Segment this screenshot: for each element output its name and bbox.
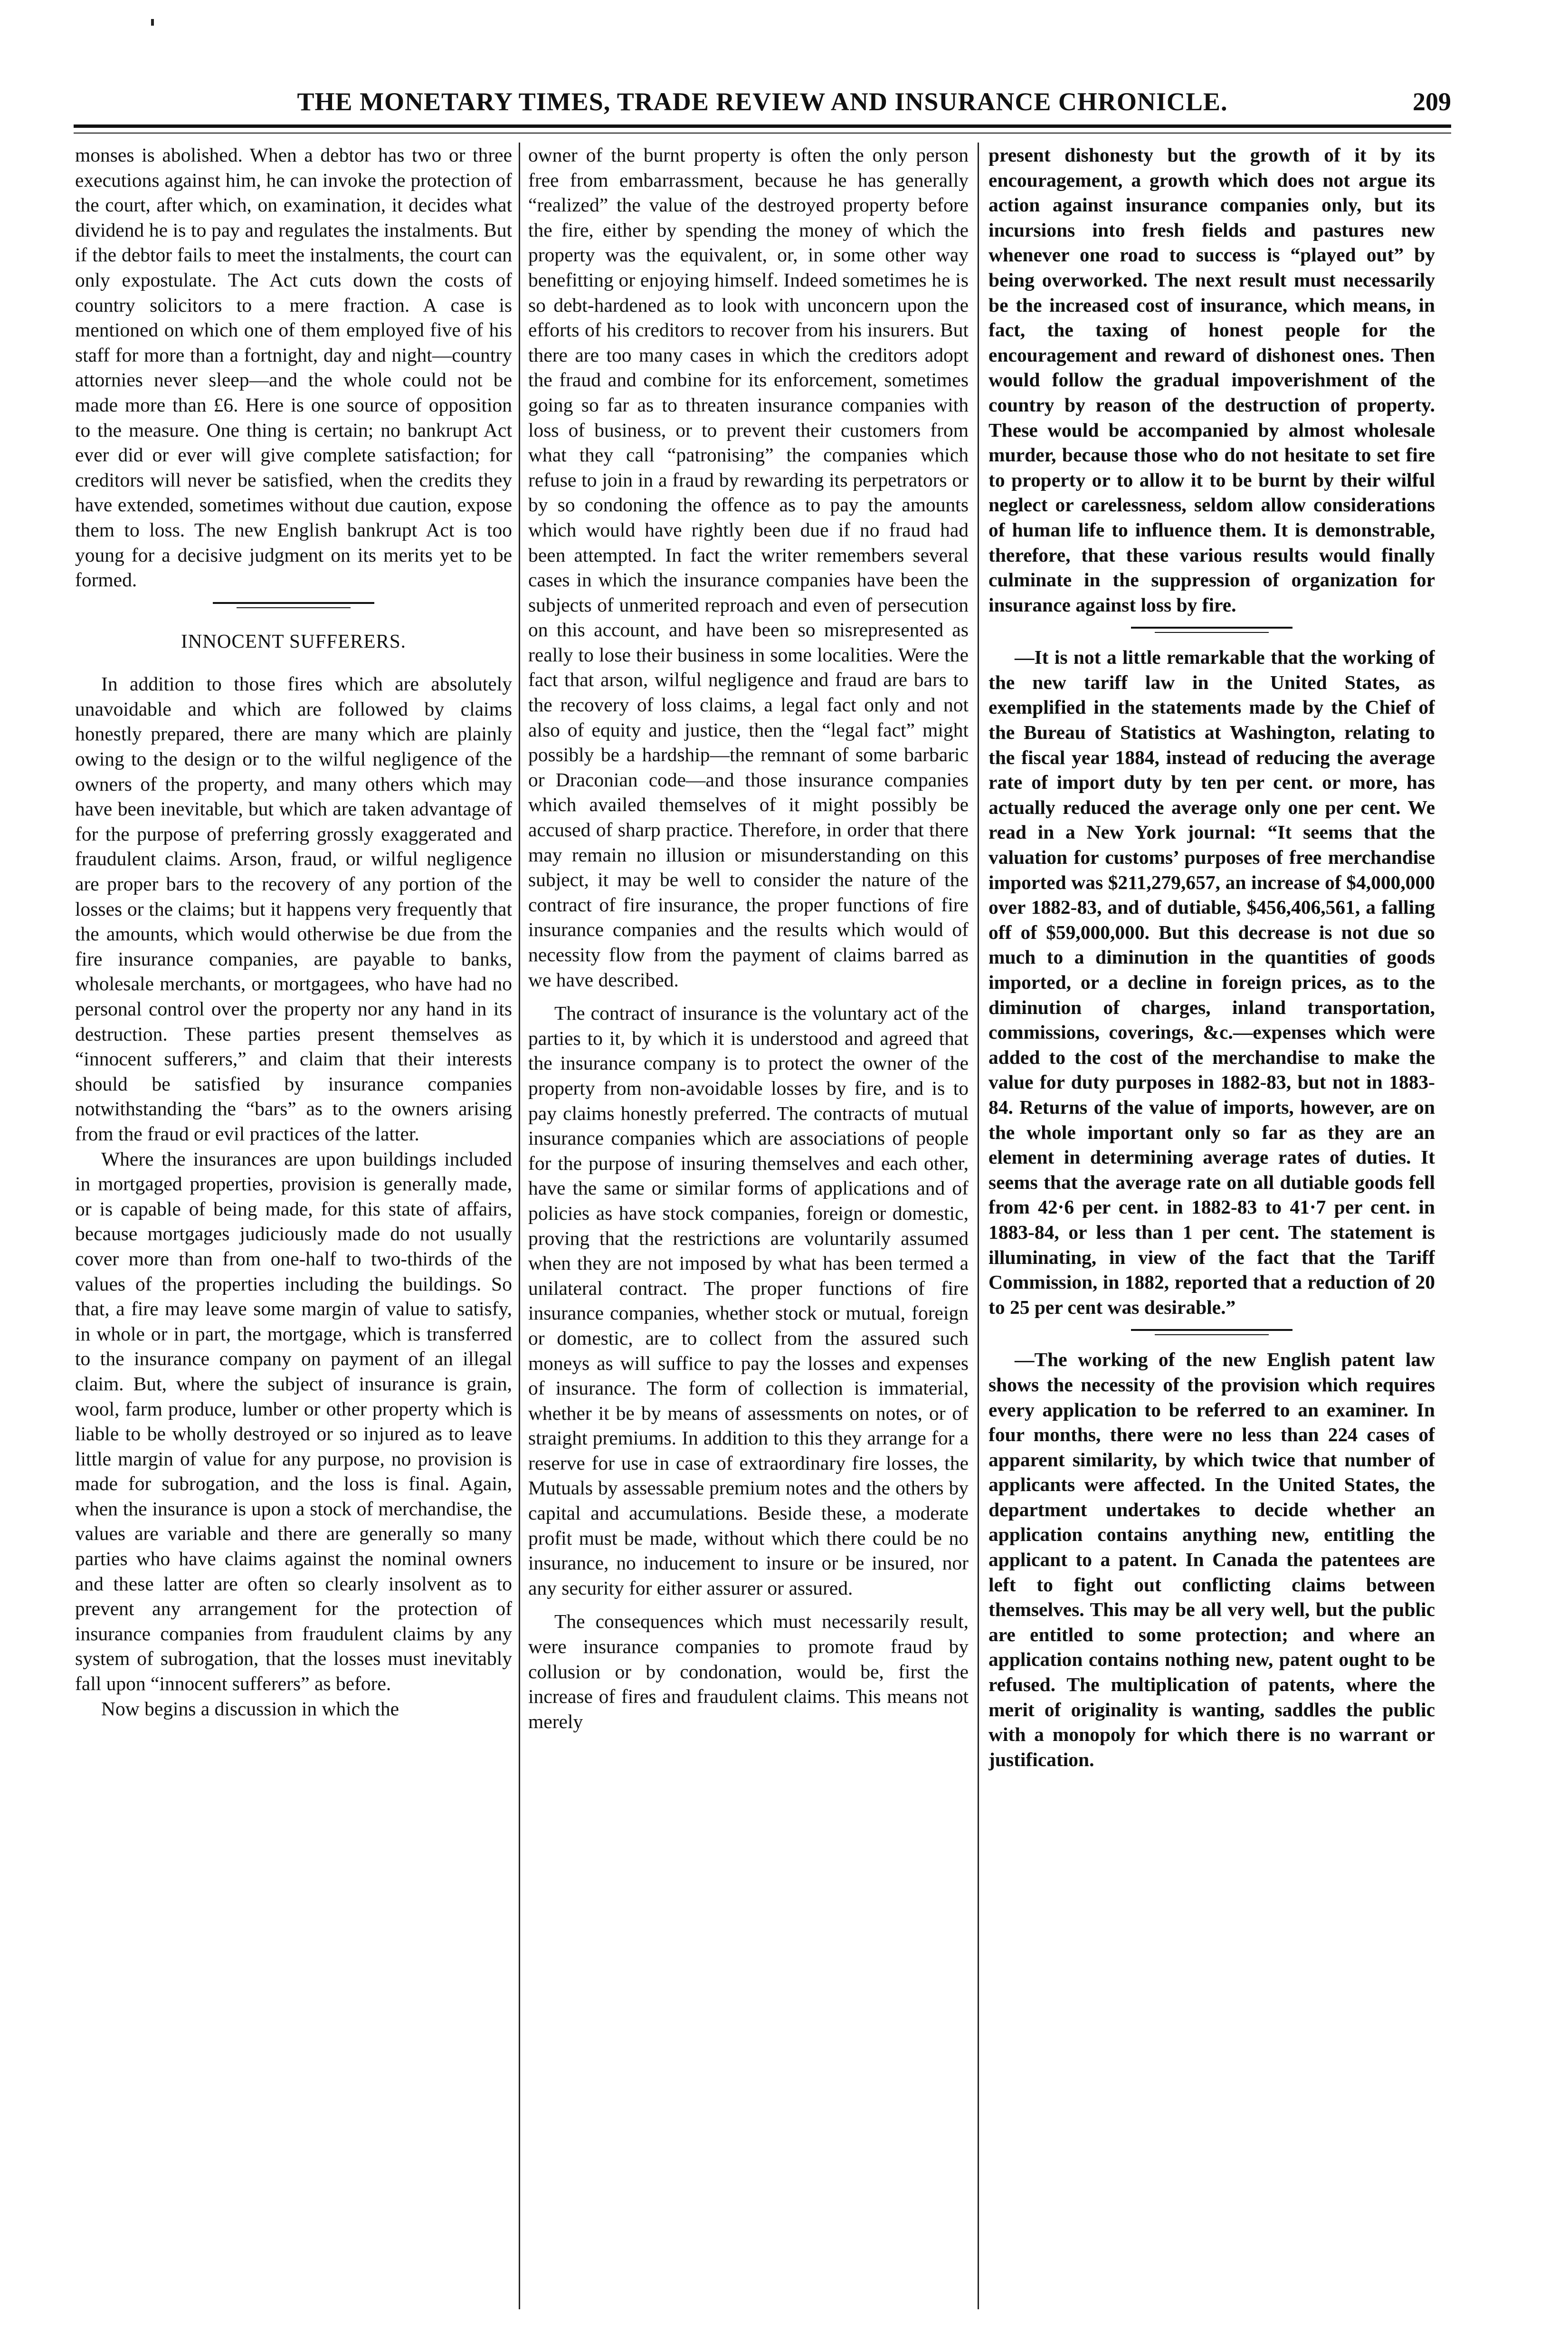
article-paragraph: present dishonesty but the growth of it by its encouragement, a growth which does not argue its action against insurance companies only, but its incursions into fresh fields and pastures new whenever one road to success is “played out” by being overworked. The next result must necessarily be the increased cost of insurance, which means, in fact, the taxing of honest people for the encouragement and reward of dishonest ones. Then would follow the gradual impoverishment of the country by reason of the destruction of property. These would be accompanied by almost wholesale murder, because those who do not hesitate to set fire to property or to allow it to be burnt by their wilful neglect or carelessness, seldom allow considerations of human life to influence them. It is demonstrable, therefore, that these various results would finally culminate in the suppression of organization for insurance against loss by fire.	[988, 144, 1435, 616]
publication-title: THE MONETARY TIMES, TRADE REVIEW AND INSURANCE CHRONICLE.	[297, 87, 1228, 116]
column-divider-2	[978, 143, 979, 2309]
header-rule-thin	[74, 133, 1451, 134]
column-divider-1	[519, 143, 520, 2309]
news-item-tariff: —It is not a little remarkable that the working of the new tariff law in the United States, as exemplified in the statements made by the Chief of the Bureau of Statistics at Washington, relating to the fiscal year 1884, instead of reducing the average rate of import duty by ten per cent. or more, has actually reduced the average only one per cent. We read in a New York journal: “It seems that the valuation for customs’ purposes of free merchandise imported was $211,279,657, an increase of $4,000,000 over 1882-83, and of dutiable, $456,406,561, a falling off of $59,000,000. But this decrease is not due so much to a diminution in the quantities of goods imported, or a decline in foreign prices, as to the diminution of charges, inland transportation, commissions, coverings, &c.—expenses which were added to the cost of the merchandise to make the value for duty purposes in 1882-83, but not in 1883-84. Returns of the value of imports, however, are on the whole important only so far as they are an element in determining average rates of duties. It seems that the average rate on all dutiable goods fell from 42·6 per cent. in 1882-83 to 41·7 per cent. in 1883-84, or less than 1 per cent. The statement is illuminating, in view of the fact that the Tariff Commission, in 1882, reported that a reduction of 20 to 25 per cent was desirable.”	[988, 646, 1435, 1318]
news-item-patent: —The working of the new English patent law shows the necessity of the provision which requires every application to be referred to an examiner. In four months, there were no less than 224 cases of apparent similarity, by which twice that number of applicants were affected. In the United States, the department undertakes to decide whether an application contains anything new, entitling the applicant to a patent. In Canada the patentees are left to fight out conflicting claims between themselves. This may be all very well, but the public are entitled to some protection; and where an application contains nothing new, patent ought to be refused. The multiplication of patents, where the merit of originality is wanting, saddles the public with a monopoly for which there is no warrant or justification.	[988, 1348, 1435, 1770]
section-separator	[988, 1320, 1435, 1347]
article-paragraph: In addition to those fires which are absolutely unavoidable and which are followed by claims honestly prepared, there are many which are plainly owing to the design or to the wilful negligence of the owners of the property, and many others which may have been inevitable, but which are taken advantage of for the purpose of preferring grossly exaggerated and fraudulent claims. Arson, fraud, or wilful negligence are proper bars to the recovery of any portion of the losses or the claims; but it happens very frequently that the amounts, which would otherwise be due from the fire insurance companies, are payable to banks, wholesale merchants, or mortgagees, who have had no personal control over the property nor any hand in its destruction. These parties present themselves as “innocent sufferers,” and claim that their interests should be satisfied by insurance companies notwithstanding the “bars” as to the owners arising from the fraud or evil practices of the latter.	[75, 673, 512, 1145]
section-separator	[988, 617, 1435, 645]
article-paragraph: The consequences which must necessarily result, were insurance companies to promote fraud by collusion or by condonation, would be, first the increase of fires and fraudulent claims. This means not merely	[528, 1610, 969, 1732]
page-number: 209	[1413, 87, 1451, 116]
column-2	[528, 143, 969, 2309]
header-rule-thick	[74, 124, 1451, 128]
article-paragraph: owner of the burnt property is often the only person free from embarrassment, because he has generally “realized” the value of the destroyed property before the fire, either by spending the money of which the property was the equivalent, or, in some other way benefitting or enjoying himself. Indeed sometimes he is so debt-hardened as to look with unconcern upon the efforts of his creditors to recover from his insurers. But there are too many cases in which the creditors adopt the fraud and combine for its enforcement, sometimes going so far as to threaten insurance companies with loss of business, or to prevent their customers from what they call “patronising” the companies which refuse to join in a fraud by rewarding its perpetrators or by so condoning the offence as to pay the amounts which would have rightly been due if no fraud had been attempted. In fact the writer remembers several cases in which the insurance companies have been the subjects of unmerited reproach and even of persecution on this account, and have been so misrepresented as really to lose their business in some localities. Were the fact that arson, wilful negligence and fraud are bars to the recovery of loss claims, a legal fact only and not also of equity and justice, then the “legal fact” might possibly be a hardship—the remnant of some barbaric or Draconian code—and those insurance companies which availed themselves of it might possibly be accused of sharp practice. Therefore, in order that there may remain no illusion or misunderstanding on this subject, it may be well to consider the nature of the contract of fire insurance, the proper functions of fire insurance companies and the results which would of necessity flow from the payment of claims barred as we have described.	[528, 144, 969, 991]
article-continuation-text: monses is abolished. When a debtor has two or three executions against him, he can invoke the protection of the court, after which, on examination, it decides what dividend he is to pay and regulates the instalments. But if the debtor fails to meet the instalments, the court can only expostulate. The Act cuts down the costs of country solicitors to a mere fraction. A case is mentioned on which one of them employed five of his staff for more than a fortnight, day and night—country attornies never sleep—and the whole could not be made more than £6. Here is one source of opposition to the measure. One thing is certain; no bankrupt Act ever did or ever will give complete satisfaction; for creditors will never be satisfied, when the credits they have extended, sometimes without due caution, expose them to loss. The new English bankrupt Act is too young for a decisive judgment on its merits yet to be formed.	[75, 144, 512, 591]
column-1	[75, 143, 512, 2309]
article-heading: INNOCENT SUFFERERS.	[181, 630, 406, 652]
article-paragraph: The contract of insurance is the voluntary act of the parties to it, by which it is understood and agreed that the insurance company is to protect the owner of the property from non-avoidable losses by fire, and is to pay claims honestly preferred. The contracts of mutual insurance companies which are associations of people for the purpose of insuring themselves and each other, have the same or similar forms of applications and of policies as have stock companies, foreign or domestic, proving that the restrictions are voluntarily assumed when they are not imposed by what has been termed a unilateral contract. The proper functions of fire insurance companies, whether stock or mutual, foreign or domestic, are to collect from the assured such moneys as will suffice to pay the losses and expenses of insurance. The form of collection is immaterial, whether it be by means of assessments on notes, or of straight premiums. In addition to this they arrange for a reserve for use in case of extraordinary fire losses, the Mutuals by assessable premium notes and the others by capital and accumulations. Beside these, a moderate profit must be made, without which there could be no insurance, no inducement to insure or be insured, nor any security for either assurer or assured.	[528, 1002, 969, 1599]
section-separator	[75, 593, 512, 620]
page-mark	[151, 19, 154, 26]
article-paragraph: Where the insurances are upon buildings included in mortgaged properties, provision is generally made, or is capable of being made, for this state of affairs, because mortgages judiciously made do not usually cover more than from one-half to two-thirds of the values of the properties including the buildings. So that, a fire may leave some margin of value to satisfy, in whole or in part, the mortgage, which is transferred to the insurance company on payment of an illegal claim. But, where the subject of insurance is grain, wool, farm produce, lumber or other property which is liable to be wholly destroyed or so injured as to leave little margin of value for any purpose, no provision is made for subrogation, and the loss is final. Again, when the insurance is upon a stock of merchandise, the values are variable and there are generally so many parties who have claims against the nominal owners and these latter are often so clearly insolvent as to prevent any arrangement for the protection of insurance companies from fraudulent claims by any system of subrogation, that the losses must inevitably fall upon “innocent sufferers” as before.	[75, 1148, 512, 1695]
column-3	[988, 143, 1435, 2309]
article-paragraph: Now begins a discussion in which the	[101, 1697, 399, 1720]
